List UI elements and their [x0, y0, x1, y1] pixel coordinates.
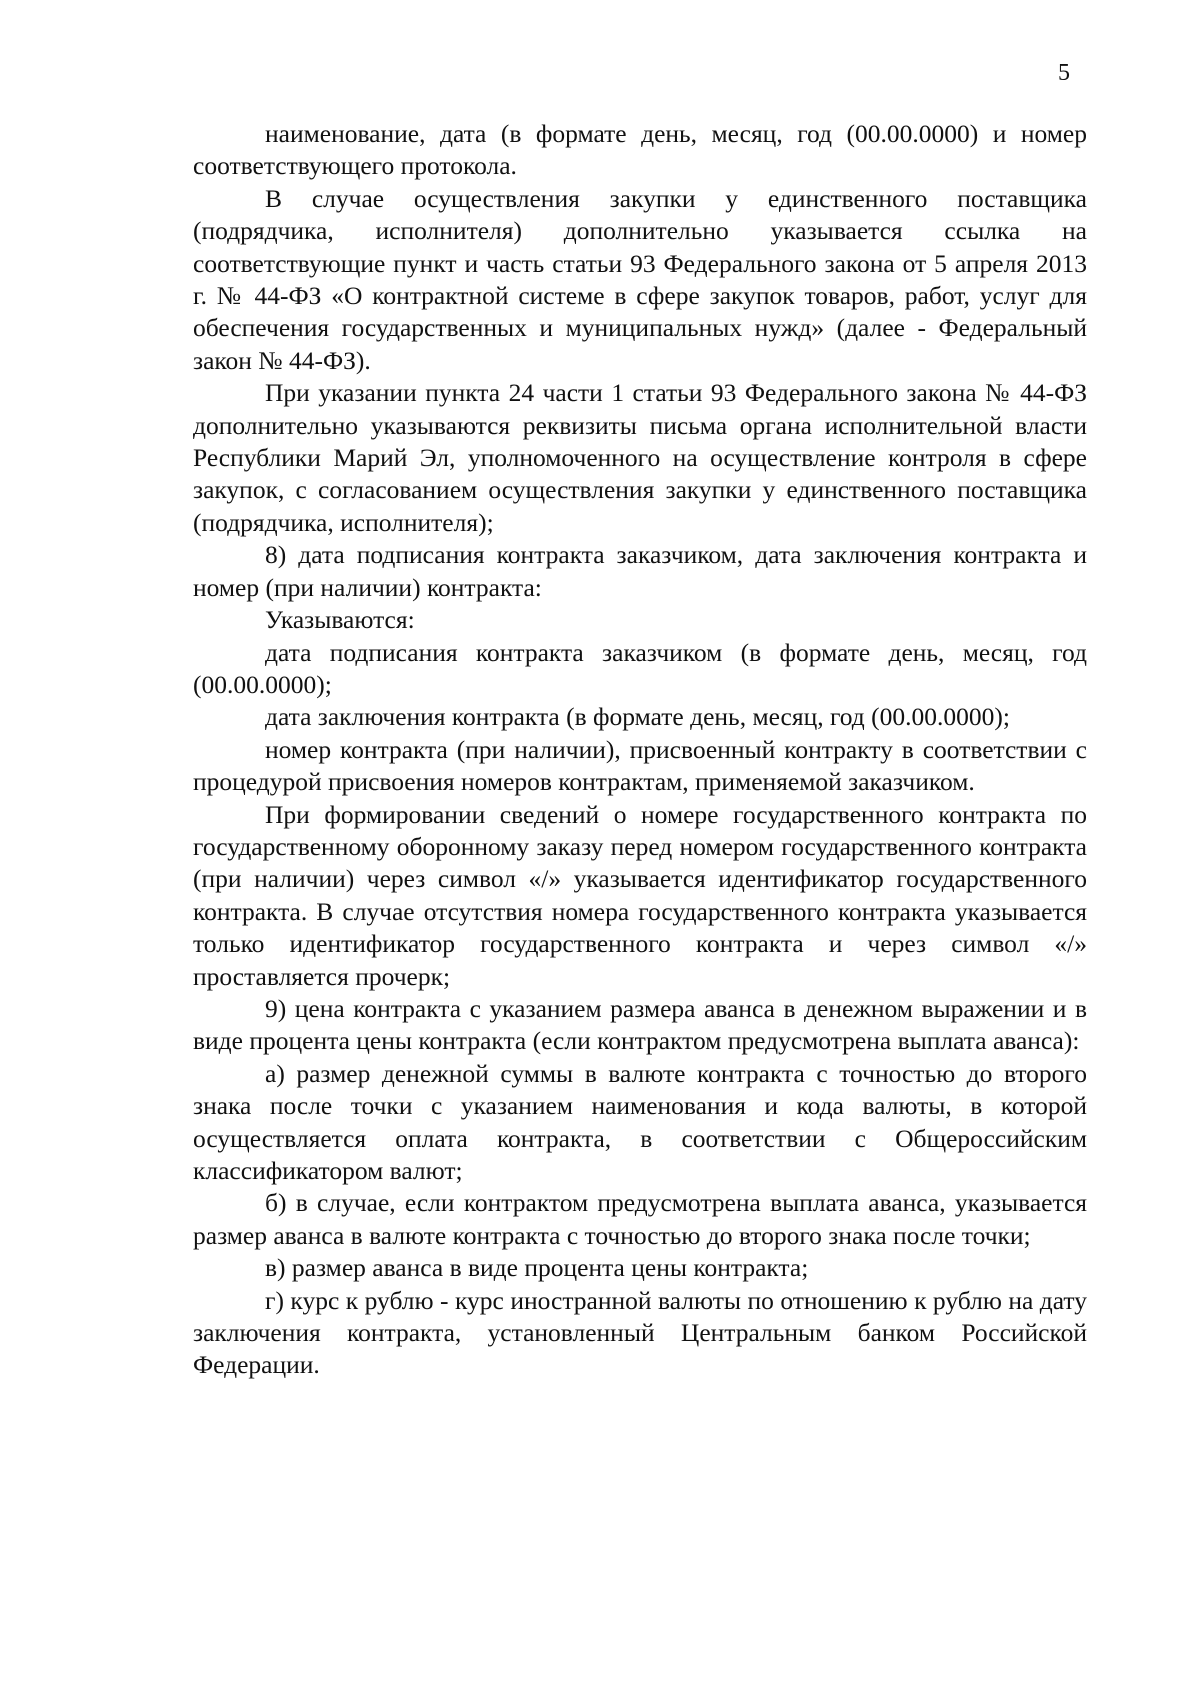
- paragraph-item-9v: в) размер аванса в виде процента цены контракта;: [265, 1253, 809, 1283]
- paragraph-defense-order: При формировании сведений о номере государственного контракта по государственному оборонному заказу перед номером государственного контракта (при наличии) через символ «/» указывается идентификатор государственного контракта. В случае отсутствия номера государственного контракта указывается только идентификатор государственного контракта и через символ «/» проставляется прочерк;: [193, 799, 1087, 991]
- paragraph-contract-number: номер контракта (при наличии), присвоенный контракту в соответствии с процедурой присвоения номеров контрактам, применяемой заказчиком.: [193, 734, 1087, 797]
- paragraph-single-supplier: В случае осуществления закупки у единственного поставщика (подрядчика, исполнителя) дополнительно указывается ссылка на соответствующие пункт и часть статьи 93 Федерального закона от 5 апреля 2013 г. № 44-ФЗ «О контрактной системе в сфере закупок товаров, работ, услуг для обеспечения государственных и муниципальных нужд» (далее - Федеральный закон № 44-ФЗ).: [193, 183, 1087, 375]
- paragraph-item-9a: а) размер денежной суммы в валюте контракта с точностью до второго знака после точки с указанием наименования и кода валюты, в которой осуществляется оплата контракта, в соответствии с Общероссийским классификатором валют;: [193, 1058, 1087, 1185]
- paragraph-signing-date: дата подписания контракта заказчиком (в формате день, месяц, год (00.00.0000);: [193, 637, 1087, 699]
- document-body: [193, 118, 1087, 1382]
- paragraph-item-9: 9) цена контракта с указанием размера аванса в денежном выражении и в виде процента цены контракта (если контрактом предусмотрена выплата аванса):: [193, 993, 1087, 1056]
- paragraph-protocol-info: наименование, дата (в формате день, месяц, год (00.00.0000) и номер соответствующего протокола.: [193, 119, 1087, 181]
- paragraph-conclusion-date: дата заключения контракта (в формате день, месяц, год (00.00.0000);: [265, 702, 1010, 732]
- paragraph-point-24: При указании пункта 24 части 1 статьи 93 Федерального закона № 44-ФЗ дополнительно указываются реквизиты письма органа исполнительной власти Республики Марий Эл, уполномоченного на осуществление контроля в сфере закупок, с согласованием осуществления закупки у единственного поставщика (подрядчика, исполнителя);: [193, 378, 1087, 537]
- paragraph-item-9b: б) в случае, если контрактом предусмотрена выплата аванса, указывается размер аванса в валюте контракта с точностью до второго знака после точки;: [193, 1188, 1087, 1250]
- paragraph-item-9g: г) курс к рублю - курс иностранной валюты по отношению к рублю на дату заключения контракта, установленный Центральным банком Российской Федерации.: [193, 1285, 1087, 1380]
- page-number: 5: [1058, 60, 1070, 86]
- paragraph-item-8: 8) дата подписания контракта заказчиком, дата заключения контракта и номер (при наличии) контракта:: [193, 540, 1087, 602]
- paragraph-specified: Указываются:: [265, 605, 415, 635]
